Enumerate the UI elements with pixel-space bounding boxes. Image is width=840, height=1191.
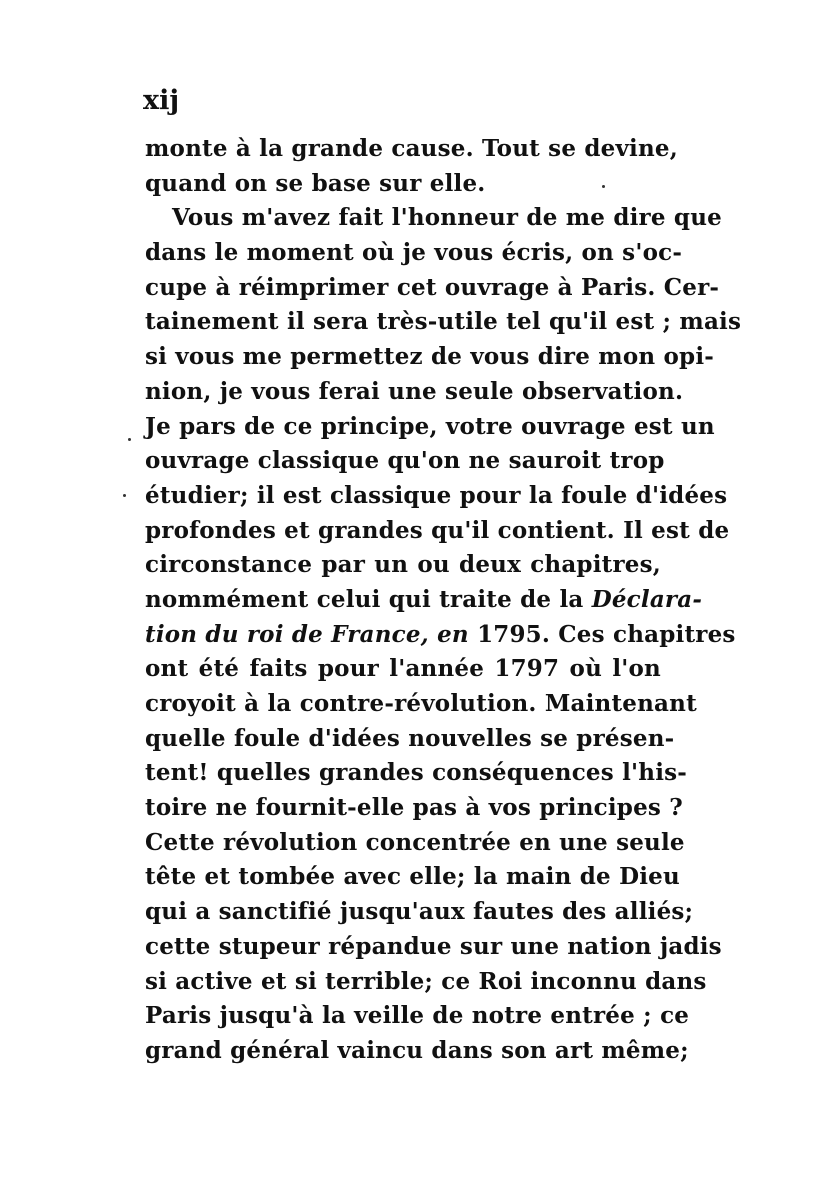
text-line: toire ne fournit-elle pas à vos principes ? [145,794,683,822]
text-line: tête et tombée avec elle; la main de Dieu [145,863,680,891]
text-line: ont été faits pour l'année 1797 où l'on [145,655,661,683]
speck [602,185,605,188]
text-line: ouvrage classique qu'on ne sauroit trop [145,447,665,475]
text-line: Cette révolution concentrée en une seule [145,828,685,856]
text-line: tainement il sera très-utile tel qu'il est ; mais [145,308,742,336]
text-line: monte à la grande cause. Tout se devine, [145,135,678,162]
text-line: dans le moment où je vous écris, on s'oc- [145,239,683,267]
text-line: quand on se base sur elle. [145,169,486,197]
text-line: qui a sanctifié jusqu'aux fautes des alliés; [145,898,694,926]
text-line: quelle foule d'idées nouvelles se présen- [145,724,675,752]
text-line: nion, je vous ferai une seule observation. [145,377,684,405]
text-line: circonstance par un ou deux chapitres, [145,551,661,579]
text-line: nommément celui qui traite de la Déclara- [145,585,703,613]
text-line: si active et si terrible; ce Roi inconnu dans [145,967,707,995]
italic-title: Déclara- [591,585,703,613]
text-line: grand général vaincu dans son art même; [145,1036,689,1064]
text-line: si vous me permettez de vous dire mon opi- [145,343,715,371]
text-line: profondes et grandes qu'il contient. Il est de [145,516,730,544]
text-line: croyoit à la contre-révolution. Maintenant [145,690,697,717]
paragraph-first-line: Vous m'avez fait l'honneur de me dire que [172,204,722,232]
text-line: tion du roi de France, en 1795. Ces chapitres [145,620,736,648]
text-line: tent! quelles grandes conséquences l'his- [145,759,688,787]
text-line: cette stupeur répandue sur une nation jadis [145,932,722,960]
page-number: xij [143,85,180,116]
italic-title: tion du roi de France, en [145,620,469,648]
body-text [145,132,742,1069]
text-line: cupe à réimprimer cet ouvrage à Paris. Cer- [145,273,720,301]
speck [128,438,131,441]
text-line: Paris jusqu'à la veille de notre entrée ; ce [145,1002,690,1030]
text-line: Je pars de ce principe, votre ouvrage est un [145,412,715,440]
speck [123,494,126,497]
text-line: étudier; il est classique pour la foule d'idées [145,481,728,509]
